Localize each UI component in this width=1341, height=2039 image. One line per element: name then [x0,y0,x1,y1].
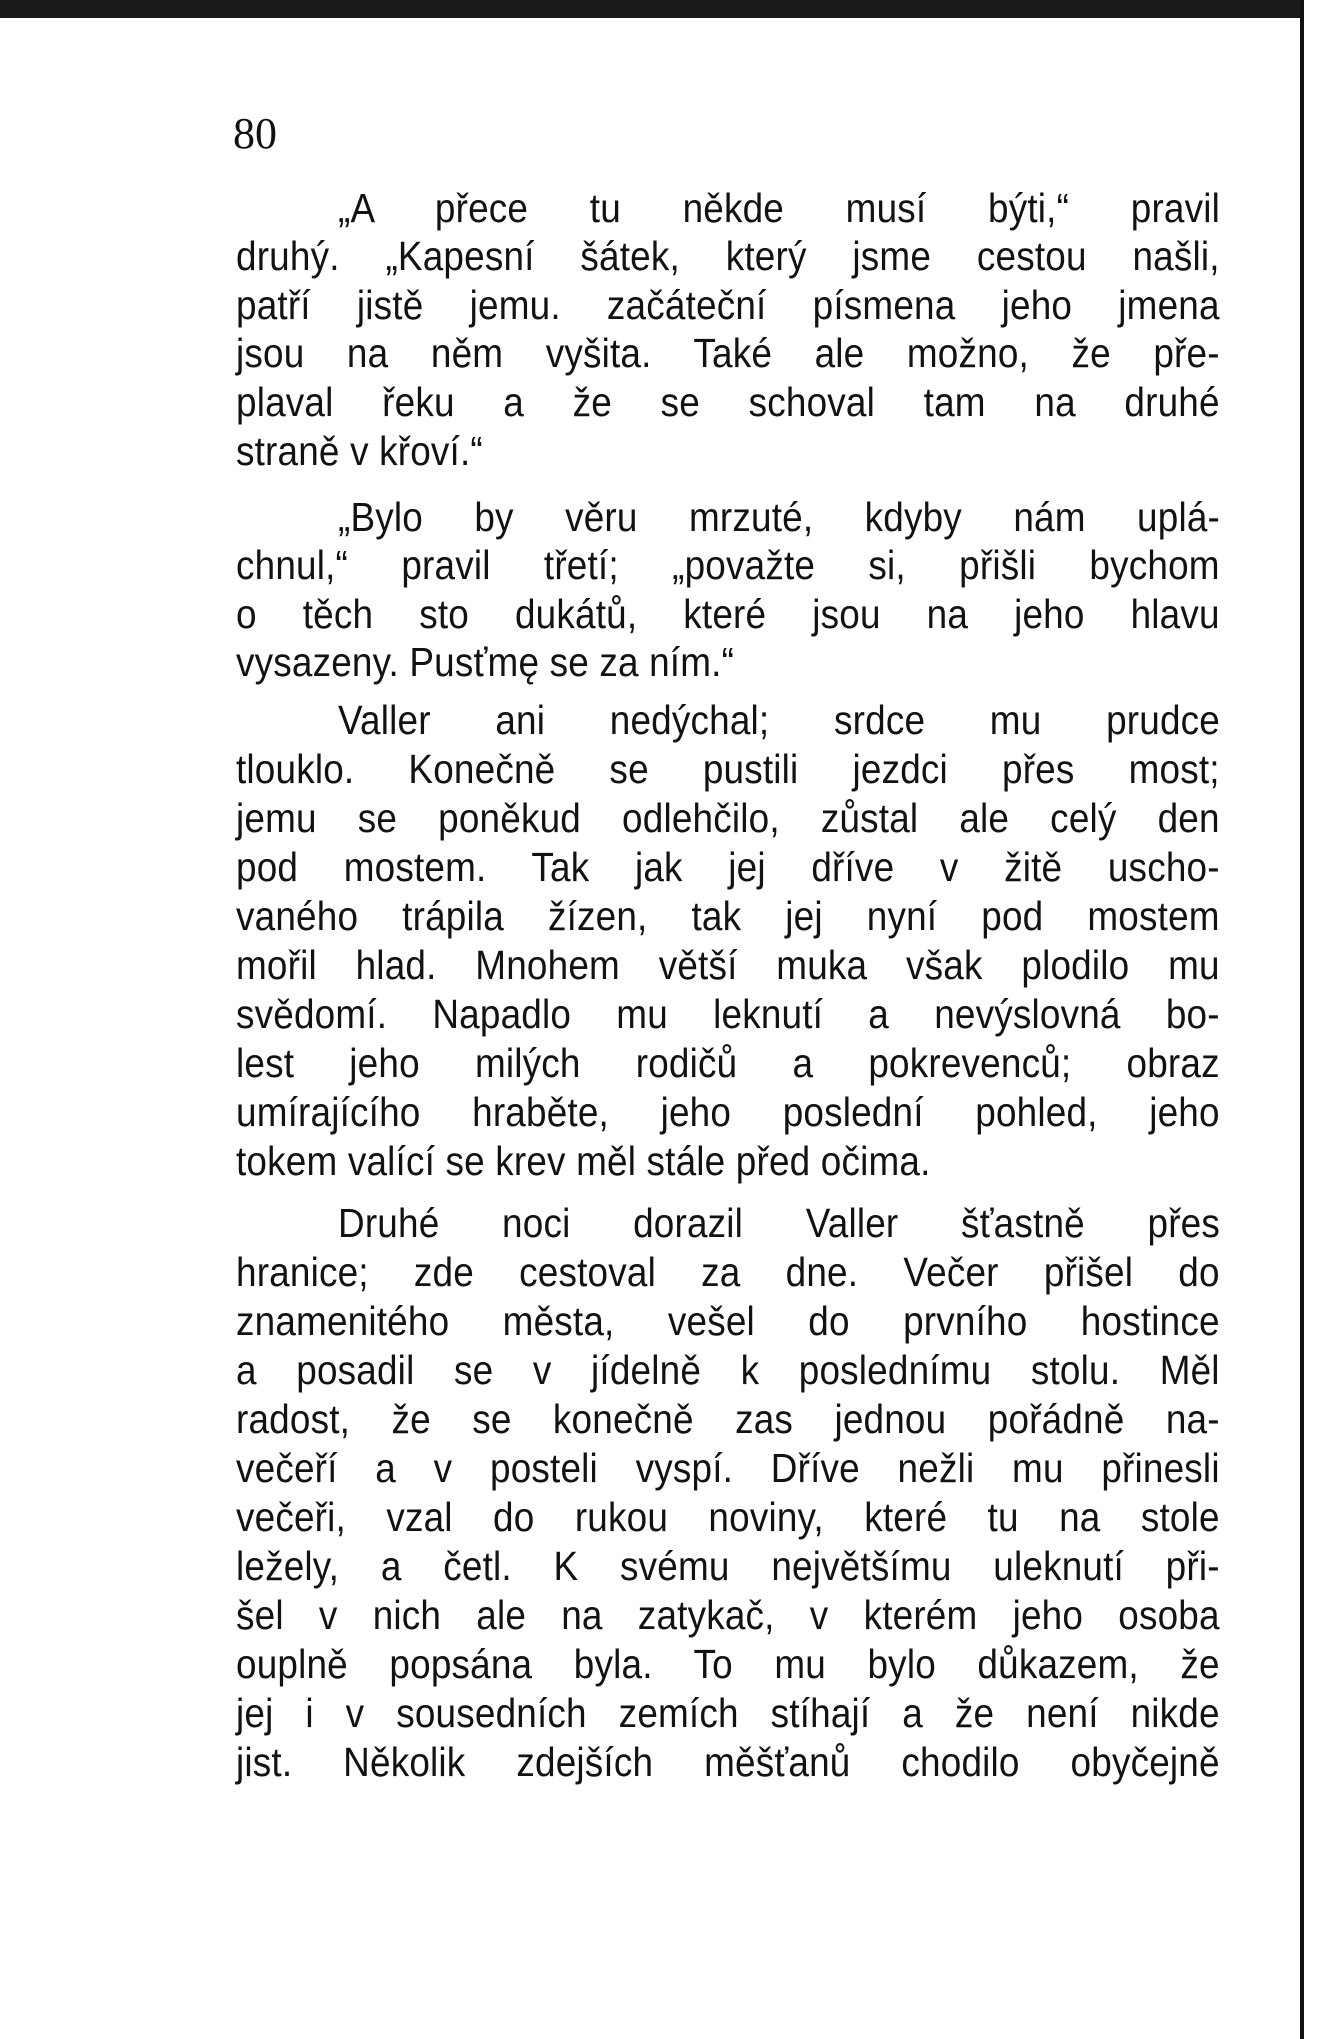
text-line: Druhé noci dorazil Valler šťastně přes [338,1200,1220,1246]
text-line: ouplně popsána byla. To mu bylo důkazem, že [236,1641,1220,1687]
text-line: Valler ani nedýchal; srdce mu prudce [338,697,1220,743]
text-line: druhý. „Kapesní šátek, který jsme cestou našli, [236,233,1220,279]
text-line: svědomí. Napadlo mu leknutí a nevýslovná bo- [236,991,1220,1037]
text-line: „A přece tu někde musí býti,“ pravil [338,185,1220,231]
text-line: jsou na něm vyšita. Také ale možno, že pře- [236,330,1220,376]
text-line: šel v nich ale na zatykač, v kterém jeho osoba [236,1592,1220,1638]
text-line: umírajícího hraběte, jeho poslední pohled, jeho [236,1089,1220,1135]
text-line: jist. Několik zdejších měšťanů chodilo obyčejně [236,1739,1220,1785]
text-line: o těch sto dukátů, které jsou na jeho hlavu [236,591,1220,637]
text-line: jej i v sousedních zemích stíhají a že není nikde [236,1690,1220,1736]
text-line: ležely, a četl. K svému největšímu uleknutí při- [236,1543,1220,1589]
text-line: patří jistě jemu. začáteční písmena jeho jmena [236,282,1220,328]
text-line: tokem valící se krev měl stále před očima. [236,1138,931,1184]
text-line: „Bylo by věru mrzuté, kdyby nám uplá- [338,494,1220,540]
text-line: vaného trápila žízen, tak jej nyní pod mostem [236,893,1220,939]
text-line: hranice; zde cestoval za dne. Večer přišel do [236,1249,1220,1295]
text-line: znamenitého města, vešel do prvního hostince [236,1298,1220,1344]
text-line: straně v křoví.“ [236,428,483,474]
page-edge [1300,0,1341,2039]
text-line: tlouklo. Konečně se pustili jezdci přes most; [236,746,1220,792]
text-line: vysazeny. Pusťmę se za ním.“ [236,639,735,685]
text-line: plaval řeku a že se schoval tam na druhé [236,379,1220,425]
text-line: a posadil se v jídelně k poslednímu stolu. Měl [236,1347,1220,1393]
text-line: chnul,“ pravil třetí; „považte si, přišli bychom [236,542,1220,588]
text-line: jemu se poněkud odlehčilo, zůstal ale celý den [236,795,1220,841]
text-line: radost, že se konečně zas jednou pořádně na- [236,1396,1220,1442]
text-line: večeří a v posteli vyspí. Dříve nežli mu přinesli [236,1445,1220,1491]
page-number: 80 [233,109,277,158]
text-line: večeři, vzal do rukou noviny, které tu na stole [236,1494,1220,1540]
text-line: pod mostem. Tak jak jej dříve v žitě uscho- [236,844,1220,890]
text-line: mořil hlad. Mnohem větší muka však plodilo mu [236,942,1220,988]
text-line: lest jeho milých rodičů a pokrevenců; obraz [236,1040,1220,1086]
